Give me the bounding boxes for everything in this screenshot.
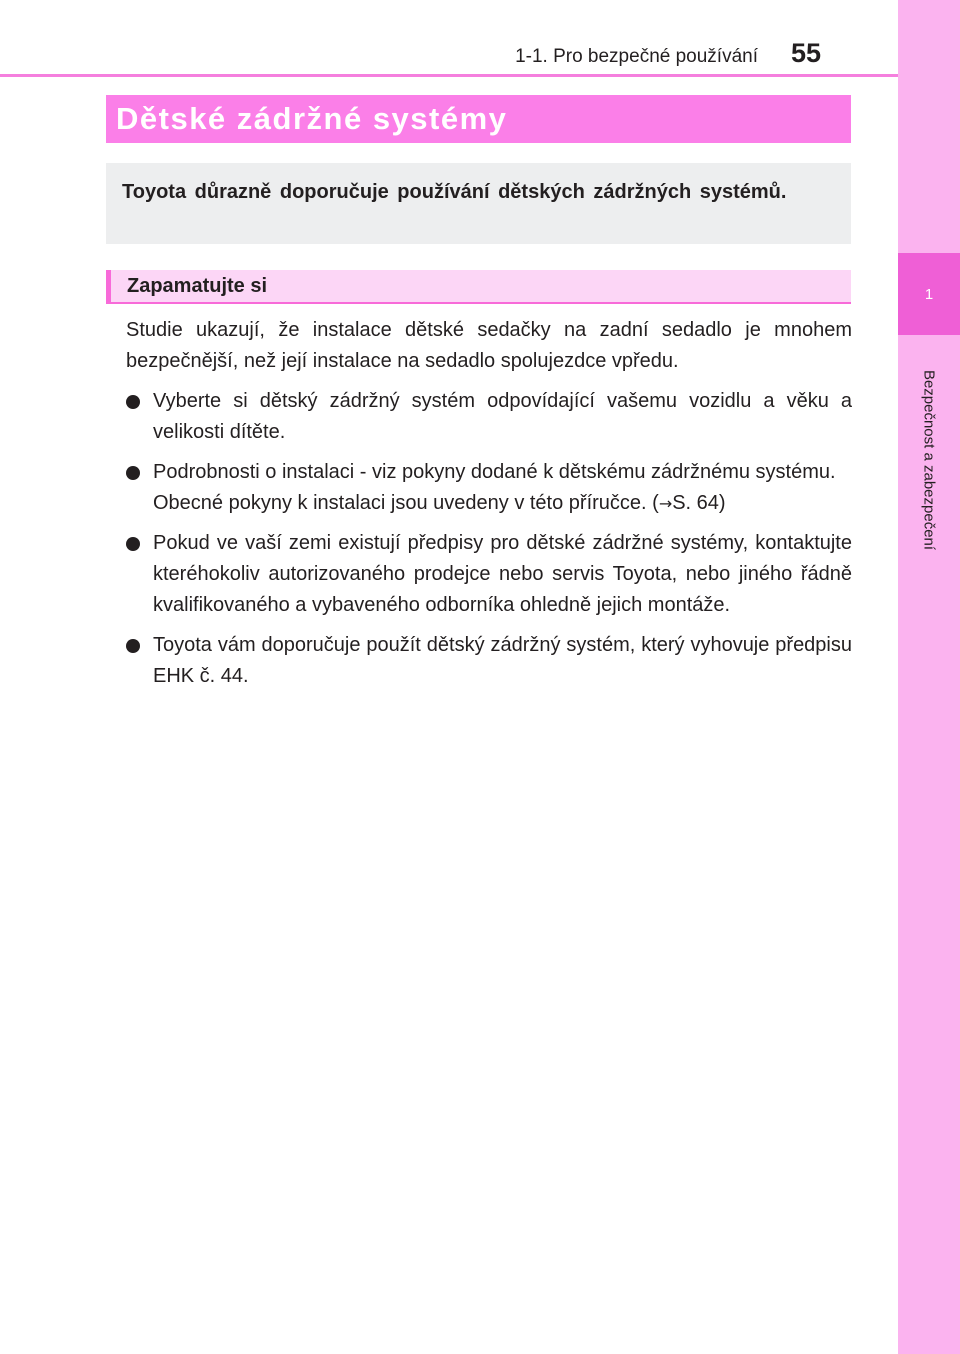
bullet-icon xyxy=(126,537,140,551)
bullet-text: Pokud ve vaší zemi existují předpisy pro dětské zádržné systémy, kontaktujte kteréhokoliv autorizovaného prodejce nebo servis Toyota, nebo jiného řádně kvalifikovaného a vybaveného odborníka ohledně jejich montáže. xyxy=(153,532,852,616)
chapter-side-strip xyxy=(898,0,960,1354)
arrow-right-icon: → xyxy=(658,494,673,513)
page-number: 55 xyxy=(790,38,821,68)
bullet-item xyxy=(126,630,852,692)
header-divider xyxy=(0,74,898,77)
bullet-item xyxy=(126,386,852,448)
note-body xyxy=(126,315,852,692)
bullet-icon xyxy=(126,395,140,409)
bullet-icon xyxy=(126,639,140,653)
page-header xyxy=(0,0,898,78)
chapter-number: 1 xyxy=(924,285,934,303)
section-title-bar xyxy=(106,95,851,143)
subtext-prefix: Obecné pokyny k instalaci jsou uvedeny v této příručce. ( xyxy=(153,492,659,514)
note-paragraph: Studie ukazují, že instalace dětské sedačky na zadní sedadlo je mnohem bezpečnější, než její instalace na sedadlo spolujezdce vpředu. xyxy=(126,319,852,372)
note-heading: Zapamatujte si xyxy=(127,274,268,297)
bullet-item xyxy=(126,457,852,519)
intro-text: Toyota důrazně doporučuje používání dětských zádržných systémů. xyxy=(122,181,787,203)
section-reference: 1-1. Pro bezpečné používání xyxy=(515,46,758,67)
section-title: Dětské zádržné systémy xyxy=(116,101,508,136)
page-reference-link[interactable]: S. 64) xyxy=(672,492,726,514)
intro-box xyxy=(106,163,851,244)
chapter-tab[interactable] xyxy=(898,253,960,335)
note-header xyxy=(106,270,851,304)
bullet-subtext xyxy=(153,488,852,519)
chapter-title: Bezpečnost a zabezpečení xyxy=(920,369,938,551)
bullet-text: Vyberte si dětský zádržný systém odpovídající vašemu vozidlu a věku a velikosti dítěte. xyxy=(153,390,852,443)
bullet-icon xyxy=(126,466,140,480)
bullet-item xyxy=(126,528,852,621)
bullet-text: Toyota vám doporučuje použít dětský zádržný systém, který vyhovuje předpisu EHK č. 44. xyxy=(153,634,852,687)
bullet-text: Podrobnosti o instalaci - viz pokyny dodané k dětskému zádržnému systému. xyxy=(153,461,836,483)
